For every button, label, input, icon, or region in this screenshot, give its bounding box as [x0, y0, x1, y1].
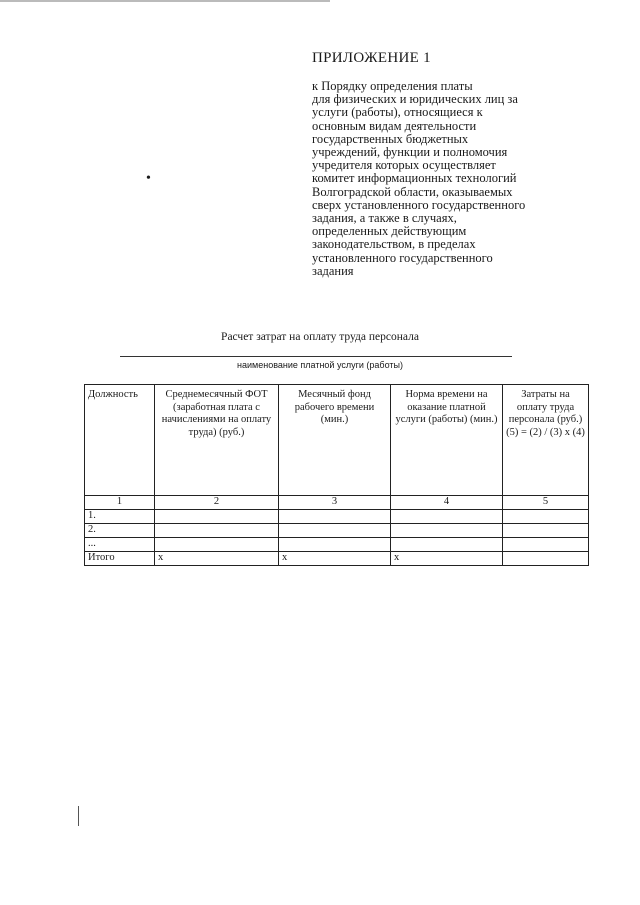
header-time-norm: Норма времени на оказание платной услуги (работы) (мин.)	[391, 385, 503, 496]
table-cell	[155, 524, 279, 538]
total-cell: x	[391, 552, 503, 566]
total-label: Итого	[85, 552, 155, 566]
column-number: 4	[391, 496, 503, 510]
table-cell	[279, 510, 391, 524]
calculation-title: Расчет затрат на оплату труда персонала	[221, 331, 419, 343]
table-row	[85, 538, 589, 552]
table-cell	[503, 524, 589, 538]
header-labor-costs: Затраты на оплату труда персонала (руб.) (5) = (2) / (3) x (4)	[503, 385, 589, 496]
column-number: 5	[503, 496, 589, 510]
table-row	[85, 510, 589, 524]
service-name-caption: наименование платной услуги (работы)	[237, 360, 403, 370]
column-number: 1	[85, 496, 155, 510]
header-average-payroll: Среднемесячный ФОТ (заработная плата с начислениями на оплату труда) (руб.)	[155, 385, 279, 496]
table-cell	[391, 510, 503, 524]
table-cell: 1.	[85, 510, 155, 524]
column-number: 3	[279, 496, 391, 510]
table-cell	[503, 538, 589, 552]
table-row	[85, 524, 589, 538]
header-monthly-time-fund: Месячный фонд рабочего времени (мин.)	[279, 385, 391, 496]
table-cell	[155, 510, 279, 524]
table-total-row	[85, 552, 589, 566]
table-cell	[391, 524, 503, 538]
total-cell	[503, 552, 589, 566]
appendix-title: ПРИЛОЖЕНИЕ 1	[312, 50, 431, 66]
service-name-line	[120, 356, 512, 357]
scan-top-rule	[0, 0, 330, 2]
scan-dot-mark: •	[146, 171, 151, 186]
table-header-row	[85, 385, 589, 496]
table-cell	[279, 538, 391, 552]
table-cell: ...	[85, 538, 155, 552]
column-number: 2	[155, 496, 279, 510]
table-column-numbers-row	[85, 496, 589, 510]
labor-cost-table	[84, 384, 589, 566]
appendix-description: к Порядку определения платы для физических и юридических лиц за услуги (работы), относящиеся к основным видам деятельности государственных бюджетных учреждений, функции и полномочия учредителя которых осуществляет комитет информационных технологий Волгоградской области, оказываемых сверх установленного государственного задания, а также в случаях, определенных действующим законодательством, в пределах установленного государственного задания	[312, 79, 526, 278]
table-cell	[391, 538, 503, 552]
table-cell: 2.	[85, 524, 155, 538]
table-cell	[503, 510, 589, 524]
table-cell	[279, 524, 391, 538]
total-cell: x	[155, 552, 279, 566]
total-cell: x	[279, 552, 391, 566]
scan-margin-mark	[78, 806, 79, 826]
table-cell	[155, 538, 279, 552]
header-position: Должность	[85, 385, 155, 496]
